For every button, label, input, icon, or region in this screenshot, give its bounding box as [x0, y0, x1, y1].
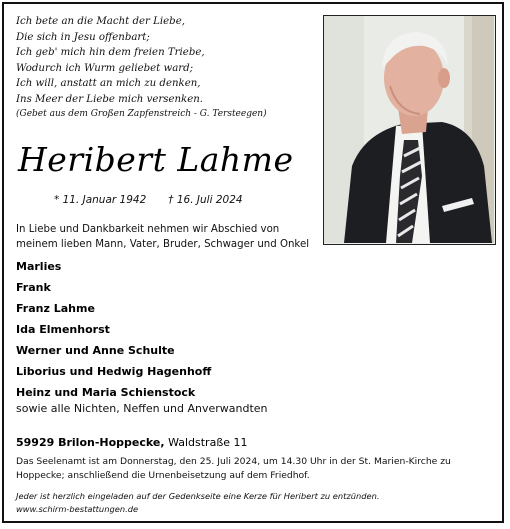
birth-date: * 11. Januar 1942	[54, 194, 147, 206]
poem-line: Ich bete an die Macht der Liebe,	[16, 16, 185, 27]
poem-line: Ich geb' mich hin dem freien Triebe,	[16, 47, 205, 58]
poem-line: Wodurch ich Wurm geliebet ward;	[16, 62, 194, 74]
family-member: Heinz und Maria Schienstock	[16, 386, 196, 399]
poem-credit: (Gebet aus dem Großen Zapfenstreich - G. Tersteegen)	[16, 109, 267, 119]
death-date: † 16. Juli 2024	[168, 194, 243, 206]
family-member: Marlies	[16, 260, 62, 273]
life-dates	[54, 194, 243, 206]
service-info	[16, 455, 496, 483]
family-member: Werner und Anne Schulte	[16, 344, 175, 357]
portrait-photo	[323, 15, 496, 245]
guestbook-info	[16, 490, 496, 516]
address-city: 59929 Brilon-Hoppecke,	[16, 436, 165, 449]
relatives-line: sowie alle Nichten, Neffen und Anverwandten	[16, 402, 268, 415]
poem-line: Die sich in Jesu offenbart;	[16, 31, 150, 43]
family-member: Frank	[16, 281, 51, 294]
guestbook-line: Jeder ist herzlich eingeladen auf der Gedenkseite eine Kerze für Heribert zu entzünden.	[16, 491, 380, 501]
address-street: Waldstraße 11	[168, 436, 248, 449]
deceased-name: Heribert Lahme	[18, 140, 294, 179]
intro-line: meinem lieben Mann, Vater, Bruder, Schwager und Onkel	[16, 239, 310, 250]
poem-line: Ich will, anstatt an mich zu denken,	[16, 78, 201, 89]
intro-line: In Liebe und Dankbarkeit nehmen wir Abschied von	[16, 224, 280, 235]
family-list	[16, 256, 316, 403]
family-member: Ida Elmenhorst	[16, 323, 110, 336]
poem	[16, 14, 316, 123]
family-member: Franz Lahme	[16, 302, 95, 315]
farewell-intro	[16, 222, 316, 252]
guestbook-url[interactable]: www.schirm-bestattungen.de	[16, 504, 139, 514]
service-line: Das Seelenamt ist am Donnerstag, den 25. Juli 2024, um 14.30 Uhr in der St. Marien-Kirche zu	[16, 456, 451, 467]
address	[16, 436, 248, 449]
poem-line: Ins Meer der Liebe mich versenken.	[16, 93, 204, 105]
service-line: Hoppecke; anschließend die Urnenbeisetzung auf dem Friedhof.	[16, 470, 310, 481]
family-member: Liborius und Hedwig Hagenhoff	[16, 365, 212, 378]
